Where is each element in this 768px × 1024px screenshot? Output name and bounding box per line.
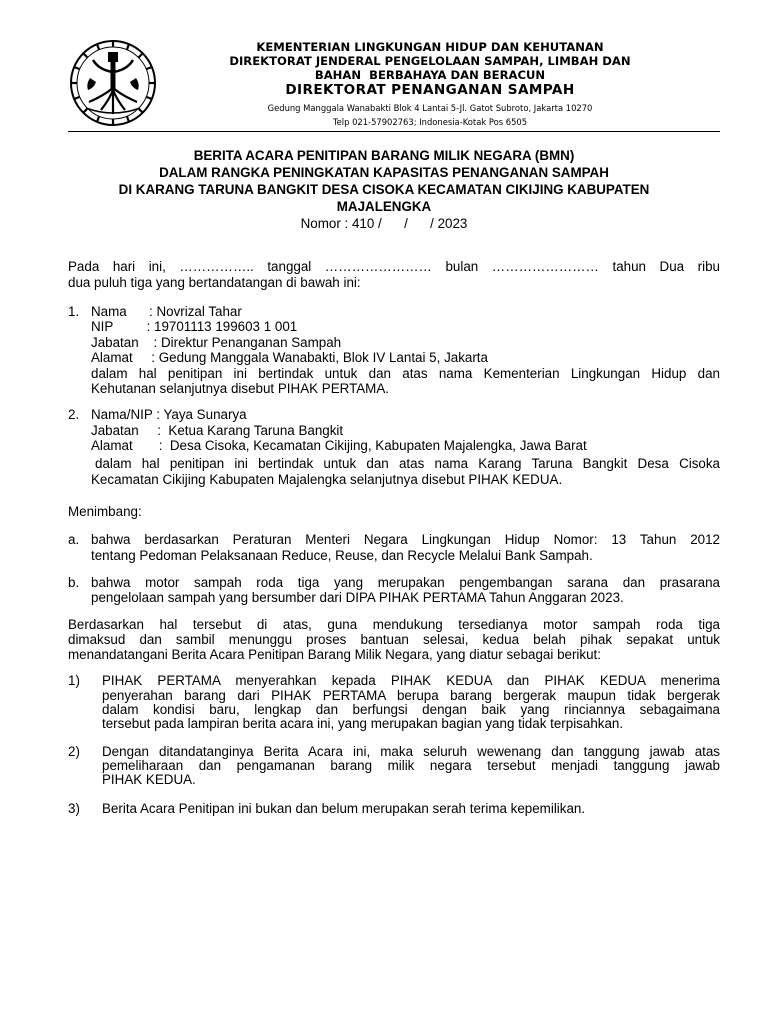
title-line-3: DI KARANG TARUNA BANGKIT DESA CISOKA KECAMATAN CIKIJING KABUPATEN — [118, 182, 650, 197]
basis-line-2: dimaksud dan sambil menunggu proses bantuan selesai, kedua belah pihak sepakat untuk — [68, 632, 720, 647]
party1-number: 1. — [68, 304, 80, 319]
considering-a-label: a. — [68, 532, 80, 547]
party1-position: Jabatan : Direktur Penanganan Sampah — [91, 335, 342, 350]
considering-a-line-2: tentang Pedoman Pelaksanaan Reduce, Reuse, dan Recycle Melalui Bank Sampah. — [91, 548, 593, 563]
party1-desc-line-2: Kehutanan selanjutnya disebut PIHAK PERTAMA. — [91, 381, 389, 396]
clause-3-line-1: Berita Acara Penitipan ini bukan dan belum merupakan serah terima kepemilikan. — [102, 801, 586, 816]
clause-1-line-4: tersebut pada lampiran berita acara ini, yang merupakan bagian yang tidak terpisahkan. — [102, 716, 624, 731]
title-line-4: MAJALENGKA — [336, 199, 432, 214]
document-number: Nomor : 410 / / / 2023 — [300, 216, 468, 231]
party1-nip: NIP : 19701113 199603 1 001 — [91, 319, 298, 334]
letterhead-contact: Telp 021-57902763; Indonesia-Kotak Pos 6505 — [332, 117, 528, 127]
party1-desc-line-1: dalam hal penitipan ini bertindak untuk dan atas nama Kementerian Lingkungan Hidup dan — [91, 366, 720, 381]
title-line-2: DALAM RANGKA PENINGKATAN KAPASITAS PENANGANAN SAMPAH — [159, 165, 609, 180]
considering-a-line-1: bahwa berdasarkan Peraturan Menteri Negara Lingkungan Hidup Nomor: 13 Tahun 2012 — [91, 532, 720, 547]
letterhead-directorate: DIREKTORAT PENANGANAN SAMPAH — [285, 82, 575, 98]
party2-position: Jabatan : Ketua Karang Taruna Bangkit — [91, 423, 344, 438]
letterhead-ministry: KEMENTERIAN LINGKUNGAN HIDUP DAN KEHUTANAN — [256, 40, 604, 54]
considering-b-line-2: pengelolaan sampah yang bersumber dari DIPA PIHAK PERTAMA Tahun Anggaran 2023. — [91, 590, 624, 605]
ministry-logo-emblem — [68, 38, 158, 128]
party2-desc-line-1: dalam hal penitipan ini bertindak untuk dan atas nama Karang Taruna Bangkit Desa Cisoka — [95, 456, 720, 471]
clause-1-line-2: penyerahan barang dari PIHAK PERTAMA berupa barang bergerak maupun tidak bergerak — [102, 688, 720, 703]
party2-desc-line-2: Kecamatan Cikijing Kabupaten Majalengka selanjutnya disebut PIHAK KEDUA. — [91, 472, 563, 487]
letterhead — [165, 40, 695, 129]
title-line-1: BERITA ACARA PENITIPAN BARANG MILIK NEGARA (BMN) — [193, 148, 575, 163]
party1-name: Nama : Novrizal Tahar — [91, 304, 242, 319]
basis-line-3: menandatangani Berita Acara Penitipan Barang Milik Negara, yang diatur sebagai berikut: — [68, 647, 601, 662]
clause-3-number: 3) — [68, 801, 80, 816]
party1-address: Alamat : Gedung Manggala Wanabakti, Blok IV Lantai 5, Jakarta — [91, 350, 488, 365]
letterhead-directorate-general-cont: BAHAN BERBAHAYA DAN BERACUN — [314, 68, 546, 82]
clause-1-line-3: dalam kondisi baru, lengkap dan berfungsi dengan baik yang rinciannya sebagaimana — [102, 702, 720, 717]
party2-name: Nama/NIP : Yaya Sunarya — [91, 407, 247, 422]
document-title — [60, 147, 708, 232]
basis-line-1: Berdasarkan hal tersebut di atas, guna mendukung tersedianya motor sampah roda tiga — [68, 617, 720, 632]
considering-b-label: b. — [68, 575, 80, 590]
considering-b-line-1: bahwa motor sampah roda tiga yang merupakan pengembangan sarana dan prasarana — [91, 575, 720, 590]
party2-number: 2. — [68, 407, 80, 422]
clause-1-line-1: PIHAK PERTAMA menyerahkan kepada PIHAK KEDUA dan PIHAK KEDUA menerima — [102, 673, 720, 688]
letterhead-directorate-general: DIREKTORAT JENDERAL PENGELOLAAN SAMPAH, LIMBAH DAN — [229, 54, 631, 68]
letterhead-address: Gedung Manggala Wanabakti Blok 4 Lantai 5-Jl. Gatot Subroto, Jakarta 10270 — [267, 103, 593, 113]
letterhead-divider — [68, 131, 720, 132]
opening-line-1: Pada hari ini, …………….. tanggal …………………… bulan …………………… tahun Dua ribu — [68, 259, 720, 274]
clause-1-number: 1) — [68, 673, 80, 688]
opening-line-2: dua puluh tiga yang bertandatangan di bawah ini: — [68, 275, 361, 290]
clause-2-number: 2) — [68, 744, 80, 759]
considering-heading: Menimbang: — [68, 504, 142, 519]
clause-2-line-2: pemeliharaan dan pengamanan barang milik negara tersebut menjadi tanggung jawab — [102, 758, 720, 773]
party2-address: Alamat : Desa Cisoka, Kecamatan Cikijing, Kabupaten Majalengka, Jawa Barat — [91, 438, 587, 453]
clause-2-line-3: PIHAK KEDUA. — [102, 772, 196, 787]
clause-2-line-1: Dengan ditandatanginya Berita Acara ini, maka seluruh wewenang dan tanggung jawab atas — [102, 744, 720, 759]
